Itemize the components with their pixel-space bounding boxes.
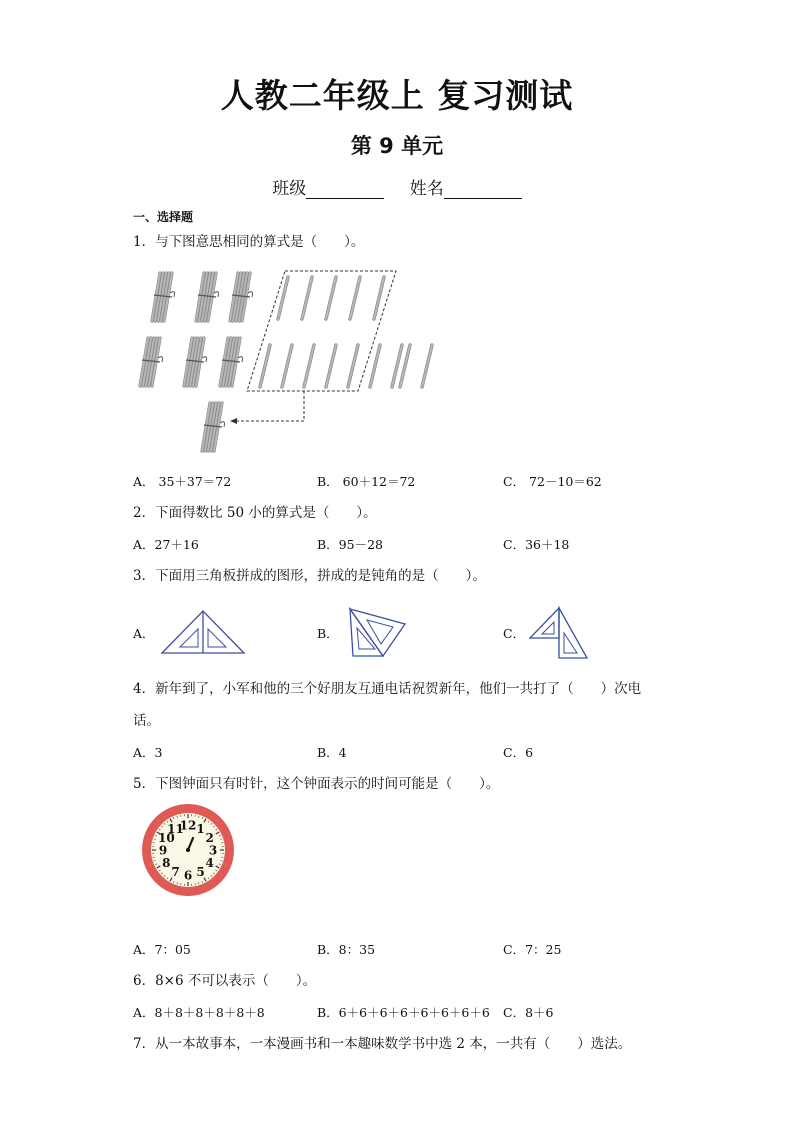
q6-option-a[interactable]: A．8＋8＋8＋8＋8＋8 (133, 1005, 265, 1020)
class-blank[interactable] (306, 180, 384, 199)
clock-numeral: 9 (158, 843, 168, 858)
name-blank[interactable] (444, 180, 522, 199)
q3-option-b[interactable]: B． (317, 626, 339, 641)
q4-option-c[interactable]: C．6 (503, 745, 534, 760)
student-info (0, 174, 794, 199)
question-3-stem: 3．下面用三角板拼成的图形，拼成的是钝角的是（ ）。 (133, 568, 486, 584)
triangle-figure-a (160, 608, 246, 656)
question-1-stem: 1．与下图意思相同的算式是（ ）。 (133, 234, 365, 250)
section-heading: 一、选择题 (133, 210, 194, 224)
stick-bundle (140, 338, 163, 386)
clock-numeral: 7 (171, 865, 180, 880)
q1-option-a[interactable]: A． 35＋37＝72 (133, 474, 232, 489)
stick-bundle (152, 273, 175, 321)
clock-center (186, 848, 190, 852)
class-label: 班级 (272, 179, 307, 199)
single-stick (422, 345, 432, 387)
single-stick (302, 277, 312, 319)
clock-figure (140, 802, 236, 898)
single-stick (260, 345, 270, 387)
unit-subtitle: 第 9 单元 (350, 134, 444, 158)
q2-option-a[interactable]: A．27＋16 (133, 537, 199, 552)
triangle-figure-b (345, 606, 409, 660)
single-stick (326, 345, 336, 387)
single-stick (348, 345, 358, 387)
class-field (272, 174, 384, 199)
q2-option-b[interactable]: B．95－28 (317, 537, 383, 552)
q1-option-c[interactable]: C． 72－10＝62 (503, 474, 602, 489)
q6-option-b[interactable]: B．6＋6＋6＋6＋6＋6＋6＋6 (317, 1005, 490, 1020)
single-stick (304, 345, 314, 387)
stick-bundle (220, 338, 243, 386)
question-7-stem: 7．从一本故事本，一本漫画书和一本趣味数学书中选 2 本，一共有（ ）选法。 (133, 1036, 632, 1052)
q5-option-c[interactable]: C．7：25 (503, 942, 562, 957)
q4-option-b[interactable]: B．4 (317, 745, 347, 760)
stick-bundle (184, 338, 207, 386)
q5-option-a[interactable]: A．7：05 (133, 942, 191, 957)
arrow-head (230, 418, 237, 424)
name-field (410, 174, 522, 199)
clock-numeral: 3 (208, 843, 218, 858)
question-5-stem: 5．下图钟面只有时针，这个钟面表示的时间可能是（ ）。 (133, 776, 500, 792)
single-stick (326, 277, 336, 319)
clock-numeral: 10 (157, 831, 175, 845)
q3-option-c[interactable]: C． (503, 626, 526, 641)
question-2-stem: 2．下面得数比 50 小的算式是（ ）。 (133, 505, 377, 521)
q1-option-b[interactable]: B． 60＋12＝72 (317, 474, 416, 489)
q2-option-c[interactable]: C．36＋18 (503, 537, 570, 552)
stick-bundle (196, 273, 219, 321)
dashed-arrow (232, 391, 304, 421)
clock-numeral: 5 (196, 865, 205, 880)
question-6-stem: 6．8×6 不可以表示（ ）。 (133, 973, 317, 989)
triangle-figure-c (527, 605, 589, 661)
q4-option-a[interactable]: A．3 (133, 745, 163, 760)
clock-numeral: 11 (167, 821, 184, 836)
clock-numeral: 4 (205, 856, 214, 870)
single-stick (282, 345, 292, 387)
single-stick (374, 277, 384, 319)
stick-bundle (230, 273, 253, 321)
clock-numeral: 2 (205, 831, 214, 845)
q5-option-b[interactable]: B．8：35 (317, 942, 376, 957)
clock-numeral: 6 (183, 868, 193, 883)
single-stick (350, 277, 360, 319)
clock-numeral: 1 (196, 821, 205, 836)
page-title: 人教二年级上 复习测试 (220, 76, 574, 115)
clock-numeral: 8 (162, 856, 171, 870)
sticks-figure (130, 265, 430, 460)
single-stick (278, 277, 288, 319)
q6-option-c[interactable]: C．8＋6 (503, 1005, 554, 1020)
single-stick (370, 345, 380, 387)
question-4-stem-line2: 话。 (133, 713, 160, 729)
stick-bundle (202, 403, 225, 451)
name-label: 姓名 (409, 179, 444, 199)
clock-numeral: 12 (179, 818, 197, 833)
q3-option-a[interactable]: A． (133, 626, 155, 641)
question-4-stem-line1: 4．新年到了，小军和他的三个好朋友互通电话祝贺新年，他们一共打了（ ）次电 (133, 681, 642, 697)
